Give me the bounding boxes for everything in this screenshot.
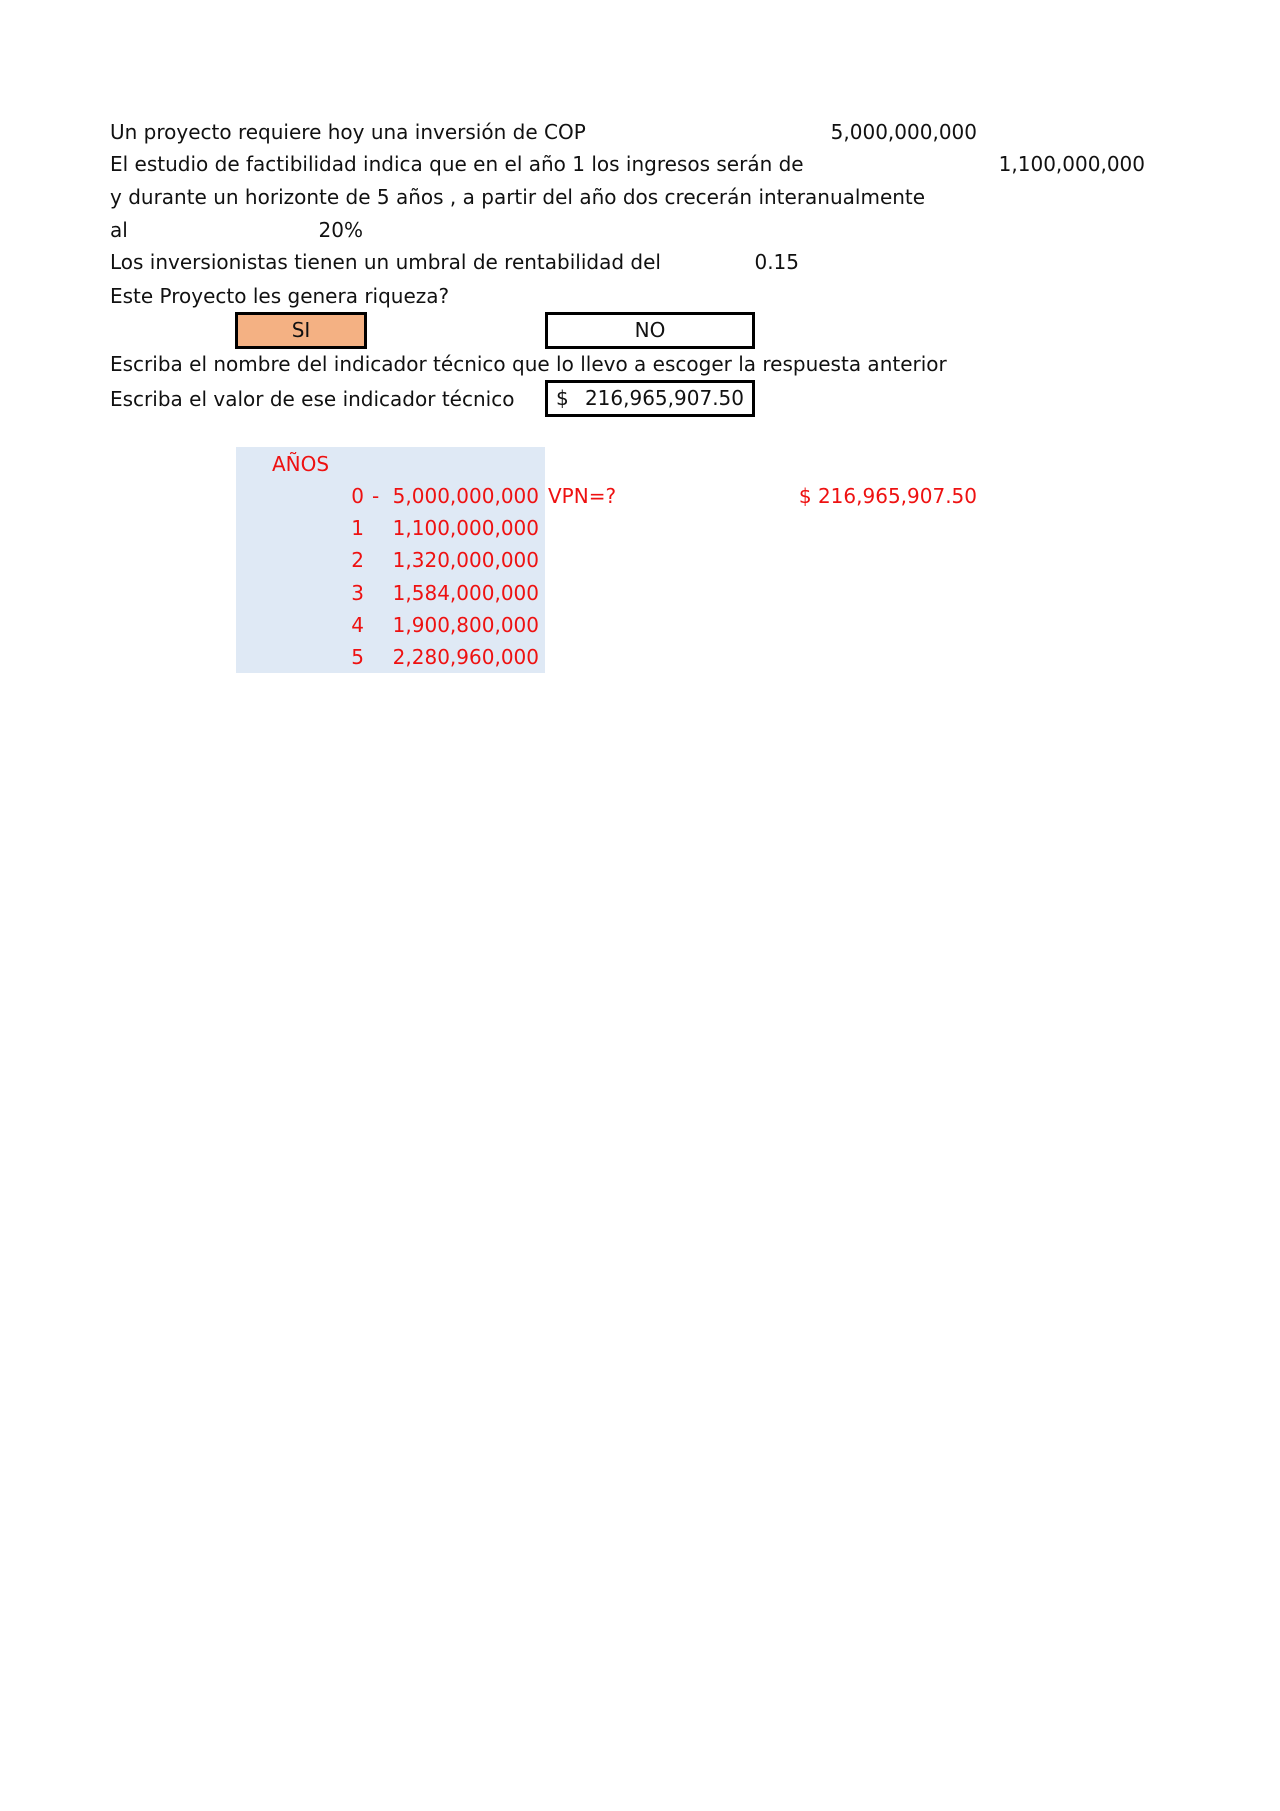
negative-sign: - [372,484,380,508]
answer-no-button[interactable]: NO [545,312,755,349]
year-5: 5 [351,645,364,669]
indicator-amount: 216,965,907.50 [584,386,744,410]
amount-5: 2,280,960,000 [392,645,539,669]
answer-si-button[interactable]: SI [235,312,367,349]
question-income: El estudio de factibilidad indica que en el año 1 los ingresos serán de [110,152,804,176]
question-wealth: Este Proyecto les genera riqueza? [110,284,450,308]
amount-3: 1,584,000,000 [392,581,539,605]
years-header: AÑOS [272,452,330,476]
income-value: 1,100,000,000 [998,152,1145,176]
investment-value: 5,000,000,000 [830,120,977,144]
question-investment: Un proyecto requiere hoy una inversión de COP [110,120,586,144]
question-indicator-name: Escriba el nombre del indicador técnico que lo llevo a escoger la respuesta anterior [110,352,947,376]
amount-4: 1,900,800,000 [392,613,539,637]
year-2: 2 [351,548,364,572]
vpn-value: $ 216,965,907.50 [798,484,977,508]
growth-rate: 20% [318,218,363,242]
amount-0: 5,000,000,000 [392,484,539,508]
amount-1: 1,100,000,000 [392,516,539,540]
amount-2: 1,320,000,000 [392,548,539,572]
currency-symbol: $ [556,386,569,410]
year-3: 3 [351,581,364,605]
year-0: 0 [351,484,364,508]
question-indicator-value: Escriba el valor de ese indicador técnico [110,387,515,411]
threshold-value: 0.15 [754,250,799,274]
indicator-value-field[interactable] [545,380,755,417]
year-4: 4 [351,613,364,637]
growth-al-label: al [110,218,128,242]
question-threshold: Los inversionistas tienen un umbral de rentabilidad del [110,250,661,274]
question-growth: y durante un horizonte de 5 años , a partir del año dos crecerán interanualmente [110,185,926,209]
vpn-label: VPN=? [548,484,617,508]
year-1: 1 [351,516,364,540]
